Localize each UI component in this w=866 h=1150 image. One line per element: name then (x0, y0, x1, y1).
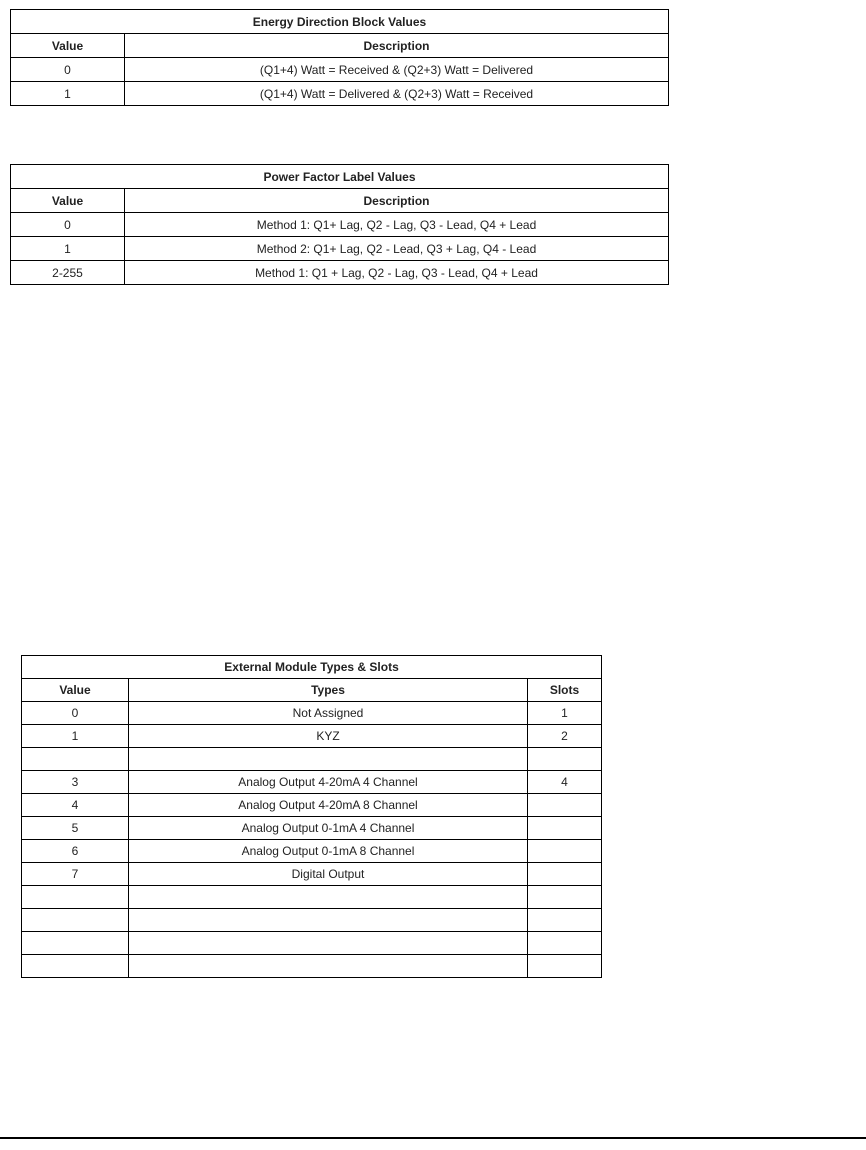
table-row (22, 725, 602, 748)
table-title-row (22, 656, 602, 679)
column-header-value: Value (11, 189, 125, 213)
cell-type (129, 748, 528, 771)
column-header-value: Value (22, 679, 129, 702)
table-row (22, 886, 602, 909)
table-row (11, 58, 669, 82)
cell-slots (528, 909, 602, 932)
power-factor-table (10, 164, 669, 285)
cell-value (22, 748, 129, 771)
cell-slots (528, 955, 602, 978)
table-header-row (22, 679, 602, 702)
cell-type: Digital Output (129, 863, 528, 886)
table-row (22, 932, 602, 955)
cell-value: 1 (11, 82, 125, 106)
table-row (11, 261, 669, 285)
cell-value: 7 (22, 863, 129, 886)
cell-value: 0 (22, 702, 129, 725)
cell-type: KYZ (129, 725, 528, 748)
table-title-row (11, 165, 669, 189)
cell-type (129, 886, 528, 909)
table-row (22, 771, 602, 794)
cell-slots (528, 794, 602, 817)
table-title-row (11, 10, 669, 34)
cell-value: 4 (22, 794, 129, 817)
cell-slots: 4 (528, 771, 602, 794)
footer-divider (0, 1137, 866, 1139)
cell-type: Analog Output 4-20mA 8 Channel (129, 794, 528, 817)
cell-value: 3 (22, 771, 129, 794)
cell-value (22, 932, 129, 955)
table-title: Energy Direction Block Values (11, 10, 669, 34)
cell-value (22, 955, 129, 978)
cell-type: Analog Output 0-1mA 4 Channel (129, 817, 528, 840)
energy-direction-table (10, 9, 669, 106)
table-header-row (11, 189, 669, 213)
cell-type (129, 909, 528, 932)
table-title: External Module Types & Slots (22, 656, 602, 679)
column-header-description: Description (125, 34, 669, 58)
table-row (22, 748, 602, 771)
table-row (11, 237, 669, 261)
cell-value: 5 (22, 817, 129, 840)
cell-value: 2-255 (11, 261, 125, 285)
table-row (22, 909, 602, 932)
cell-type (129, 932, 528, 955)
cell-value (22, 886, 129, 909)
cell-value: 0 (11, 58, 125, 82)
cell-type: Analog Output 0-1mA 8 Channel (129, 840, 528, 863)
cell-type: Not Assigned (129, 702, 528, 725)
cell-type (129, 955, 528, 978)
table-row (22, 840, 602, 863)
cell-slots (528, 932, 602, 955)
table-row (22, 794, 602, 817)
cell-type: Analog Output 4-20mA 4 Channel (129, 771, 528, 794)
cell-slots (528, 748, 602, 771)
cell-value: 1 (11, 237, 125, 261)
external-module-table (21, 655, 602, 978)
table-row (22, 817, 602, 840)
table-row (22, 955, 602, 978)
cell-slots (528, 886, 602, 909)
cell-description: Method 2: Q1+ Lag, Q2 - Lead, Q3 + Lag, Q4 - Lead (125, 237, 669, 261)
column-header-slots: Slots (528, 679, 602, 702)
cell-slots: 2 (528, 725, 602, 748)
cell-value: 0 (11, 213, 125, 237)
cell-description: Method 1: Q1 + Lag, Q2 - Lag, Q3 - Lead, Q4 + Lead (125, 261, 669, 285)
table-row (22, 702, 602, 725)
cell-slots (528, 840, 602, 863)
cell-value (22, 909, 129, 932)
table-header-row (11, 34, 669, 58)
column-header-types: Types (129, 679, 528, 702)
table-row (22, 863, 602, 886)
cell-value: 1 (22, 725, 129, 748)
cell-slots: 1 (528, 702, 602, 725)
cell-slots (528, 863, 602, 886)
cell-slots (528, 817, 602, 840)
table-title: Power Factor Label Values (11, 165, 669, 189)
table-row (11, 213, 669, 237)
cell-description: (Q1+4) Watt = Delivered & (Q2+3) Watt = Received (125, 82, 669, 106)
cell-value: 6 (22, 840, 129, 863)
cell-description: (Q1+4) Watt = Received & (Q2+3) Watt = Delivered (125, 58, 669, 82)
table-row (11, 82, 669, 106)
cell-description: Method 1: Q1+ Lag, Q2 - Lag, Q3 - Lead, Q4 + Lead (125, 213, 669, 237)
column-header-description: Description (125, 189, 669, 213)
column-header-value: Value (11, 34, 125, 58)
